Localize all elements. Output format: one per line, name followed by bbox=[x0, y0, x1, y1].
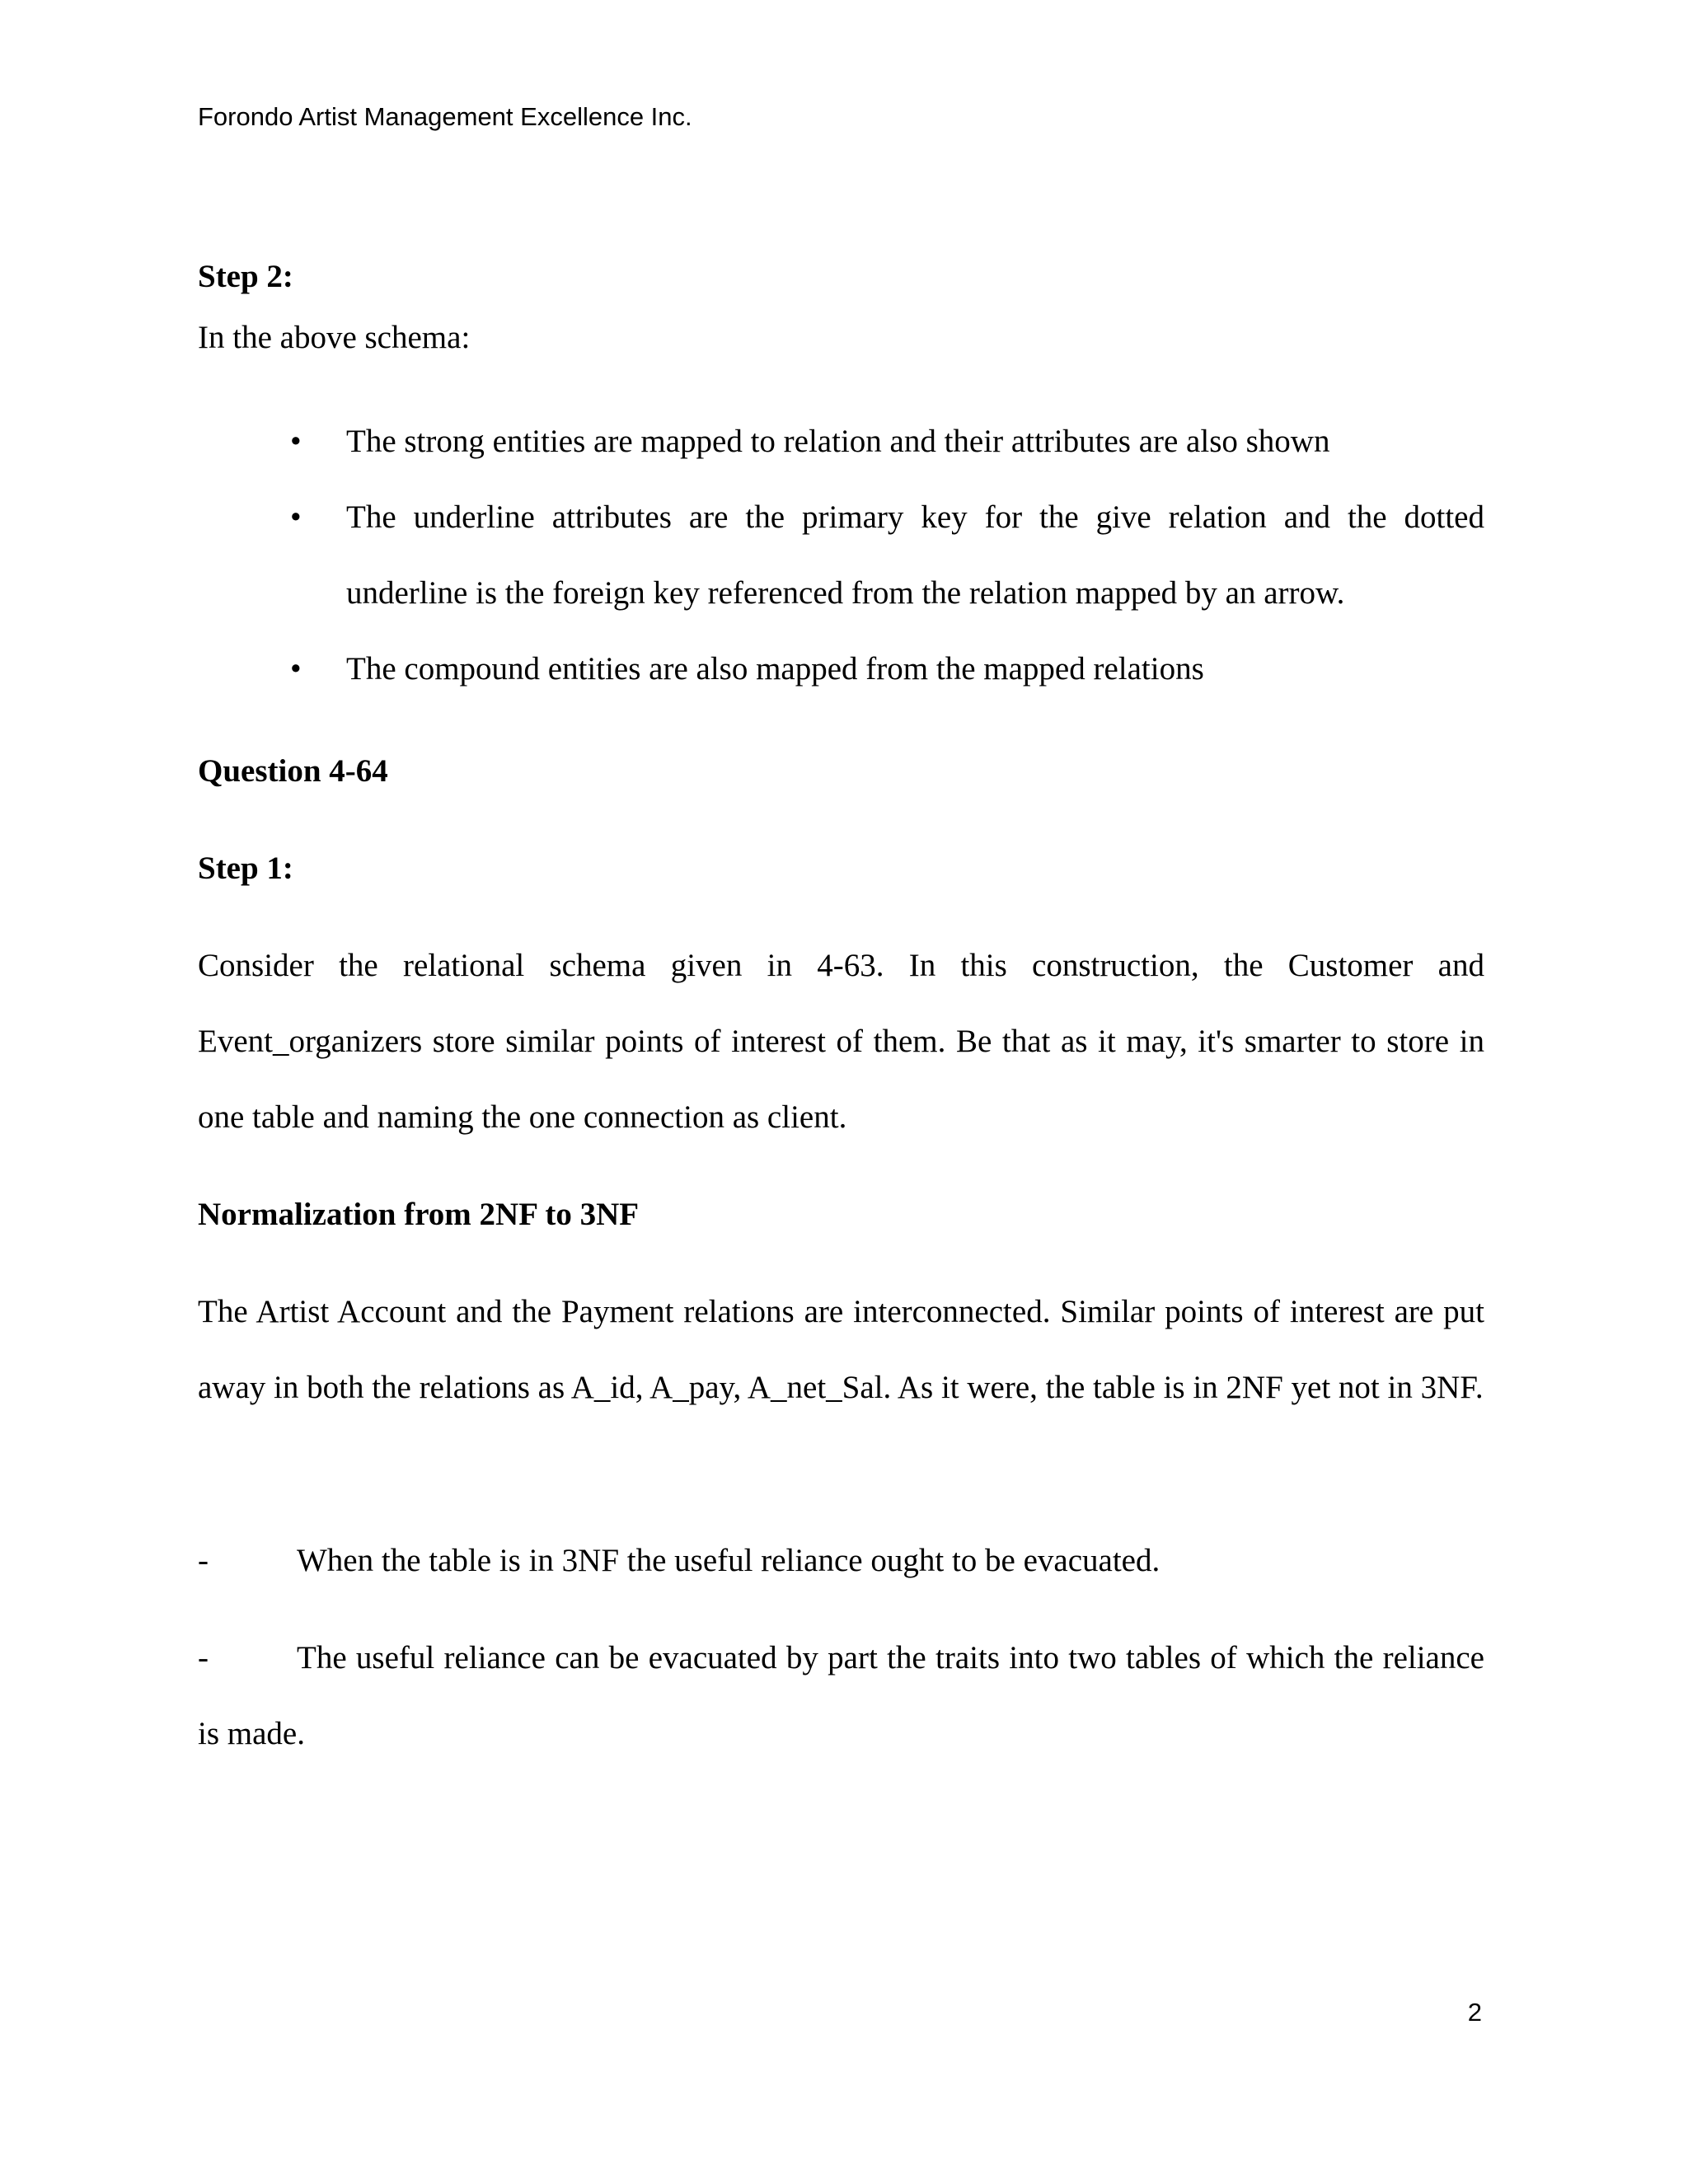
bullet-text: The compound entities are also mapped from the mapped relations bbox=[346, 651, 1204, 687]
dash-item bbox=[198, 1523, 1484, 1599]
bullet-icon: • bbox=[290, 424, 302, 459]
question-heading: Question 4-64 bbox=[198, 753, 388, 789]
normalization-paragraph: The Artist Account and the Payment relations are interconnected. Similar points of interest are put away in both the relations as A_id, A_pay, A_net_Sal. As it were, the table is in 2NF yet not in 3NF. bbox=[198, 1294, 1484, 1405]
step2-heading: Step 2: bbox=[198, 259, 293, 294]
page-header: Forondo Artist Management Excellence Inc. bbox=[198, 102, 692, 131]
bullet-text: The underline attributes are the primary key for the give relation and the dotted underline is the foreign key referenced from the relation mapped by an arrow. bbox=[346, 499, 1484, 611]
bullet-icon: • bbox=[290, 499, 302, 535]
page-number: 2 bbox=[1467, 1998, 1482, 2027]
step2-intro: In the above schema: bbox=[198, 320, 471, 355]
dash-item-text: When the table is in 3NF the useful reliance ought to be evacuated. bbox=[297, 1543, 1160, 1578]
bullet-icon: • bbox=[290, 651, 302, 687]
normalization-heading: Normalization from 2NF to 3NF bbox=[198, 1197, 640, 1232]
bullet-item bbox=[198, 631, 1484, 707]
step1-paragraph: Consider the relational schema given in 4-63. In this construction, the Customer and Event_organizers store similar points of interest of them. Be that as it may, it's smarter to store in one table and naming the one connection as client. bbox=[198, 948, 1484, 1135]
dash-item bbox=[198, 1620, 1484, 1772]
bullet-text: The strong entities are mapped to relation and their attributes are also shown bbox=[346, 424, 1330, 459]
step1-heading: Step 1: bbox=[198, 851, 293, 886]
bullet-item bbox=[198, 404, 1484, 480]
dash-icon: - bbox=[198, 1640, 209, 1675]
step2-bullet-list bbox=[198, 404, 1484, 707]
dash-icon: - bbox=[198, 1543, 209, 1578]
dash-item-text: The useful reliance can be evacuated by part the traits into two tables of which the reliance is made. bbox=[198, 1640, 1484, 1751]
bullet-item bbox=[198, 480, 1484, 631]
